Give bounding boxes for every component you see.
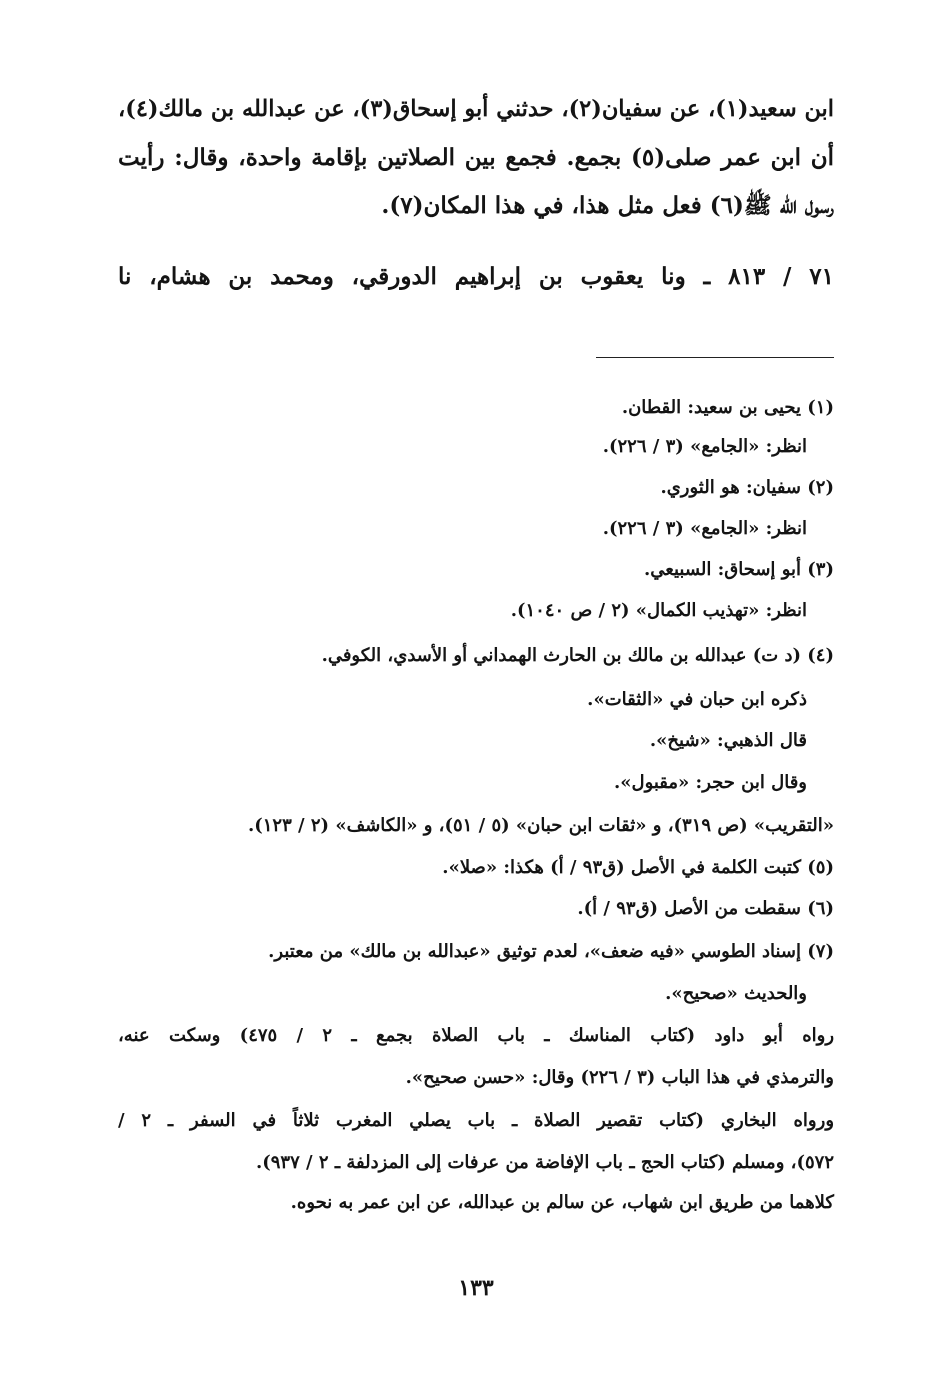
body-line-1: ابن سعيد(١)، عن سفيان(٢)، حدثني أبو إسحاق(٣)، عن عبدالله بن مالك(٤)، [118,96,834,122]
footnote-7-line-4: والترمذي في هذا الباب (٣ / ٢٢٦) وقال: «حسن صحيح». [405,1067,834,1088]
footnote-2: (٢) سفيان: هو الثوري. [660,477,834,498]
footnote-4-line-2: ذكره ابن حبان في «الثقات». [587,689,807,710]
footnote-2-ref: انظر: «الجامع» (٣ / ٢٢٦). [602,518,807,539]
footnote-4-line-4: وقال ابن حجر: «مقبول». [613,772,807,793]
page-number: ١٣٣ [458,1275,494,1301]
footnote-7-line-6: ٥٧٢)، ومسلم (كتاب الحج ـ باب الإفاضة من عرفات إلى المزدلفة ـ ٢ / ٩٣٧). [255,1152,834,1173]
footnote-7-line-5: ورواه البخاري (كتاب تقصير الصلاة ـ باب يصلي المغرب ثلاثاً في السفر ـ ٢ / [118,1110,835,1131]
footnote-1-ref: انظر: «الجامع» (٣ / ٢٢٦). [602,436,807,457]
footnote-6: (٦) سقطت من الأصل (ق٩٣ / أ). [577,898,834,919]
footnote-5: (٥) كتبت الكلمة في الأصل (ق٩٣ / أ) هكذا: «صلا». [442,857,834,878]
footnote-1: (١) يحيى بن سعيد: القطان. [621,397,834,418]
footnote-7: (٧) إسناد الطوسي «فيه ضعف»، لعدم توثيق «عبدالله بن مالك» من معتبر. [268,941,834,962]
footnote-4-line-3: قال الذهبي: «شيخ». [649,730,807,751]
footnote-7-line-2: والحديث «صحيح». [665,983,807,1004]
footnote-7-line-3: رواه أبو داود (كتاب المناسك ـ باب الصلاة بجمع ـ ٢ / ٤٧٥) وسكت عنه، [118,1025,835,1046]
footnote-3: (٣) أبو إسحاق: السبيعي. [644,559,834,580]
body-line-2: أن ابن عمر صلى(٥) بجمع. فجمع بين الصلاتين بإقامة واحدة، وقال: رأيت [118,144,835,171]
body-line-4: ٧١ / ٨١٣ ـ ونا يعقوب بن إبراهيم الدورقي، ومحمد بن هشام، نا [118,263,834,290]
footnote-separator [596,357,834,358]
footnote-3-ref: انظر: «تهذيب الكمال» (٢ / ص ١٠٤٠). [510,600,807,621]
body-line-3: رسول الله ﷺ(٦) فعل مثل هذا، في هذا المكان(٧). [381,192,834,219]
footnote-4-line-5: «التقريب» (ص ٣١٩)، و «ثقات ابن حبان» (٥ / ٥١)، و «الكاشف» (٢ / ١٢٣). [247,815,834,836]
footnote-7-line-7: كلاهما من طريق ابن شهاب، عن سالم بن عبدالله، عن ابن عمر به نحوه. [290,1192,834,1213]
footnote-4: (٤) (د ت) عبدالله بن مالك بن الحارث الهمداني أو الأسدي، الكوفي. [321,645,834,666]
